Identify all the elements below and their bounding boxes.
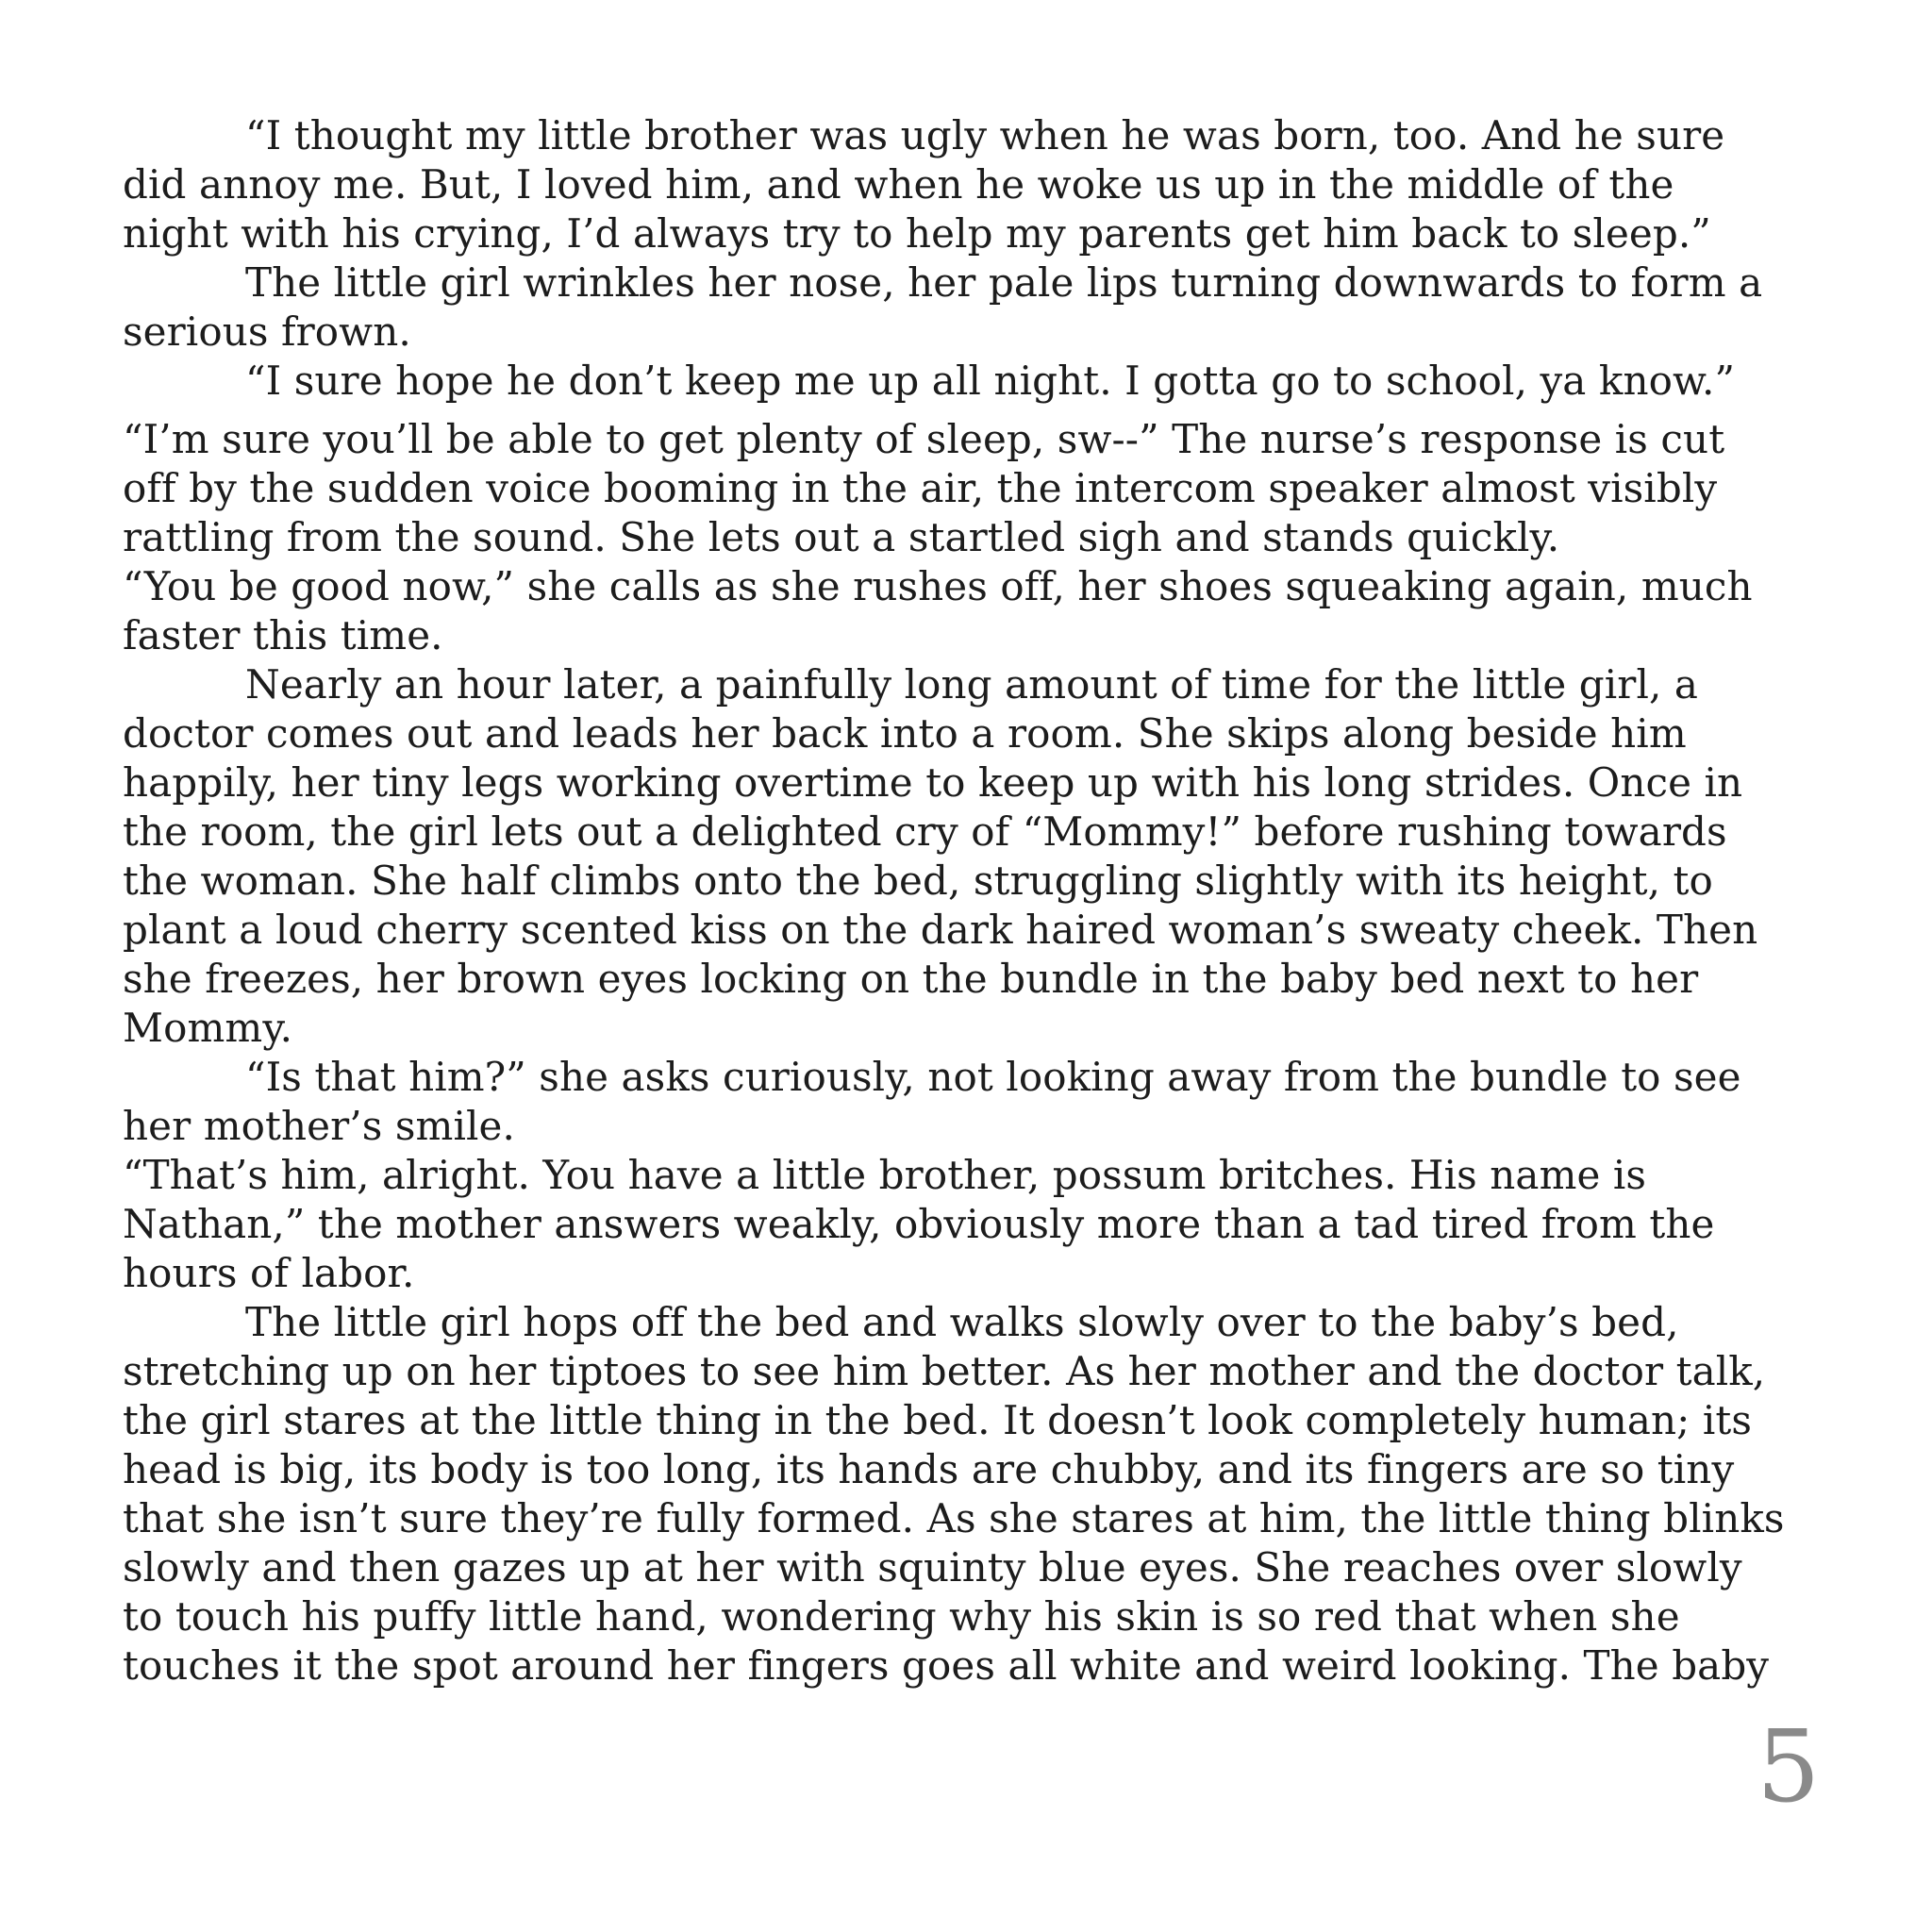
text-line: did annoy me. But, I loved him, and when he woke us up in the middle of the: [123, 161, 1674, 208]
text-line: The little girl hops off the bed and walks slowly over to the baby’s bed,: [245, 1299, 1679, 1345]
text-line: “You be good now,” she calls as she rushes off, her shoes squeaking again, much: [123, 563, 1753, 609]
text-line: Mommy.: [123, 1005, 293, 1051]
text-line: off by the sudden voice booming in the air, the intercom speaker almost visibly: [123, 465, 1718, 511]
text-line: head is big, its body is too long, its hands are chubby, and its fingers are so tiny: [123, 1446, 1735, 1492]
text-line: the woman. She half climbs onto the bed, struggling slightly with its height, to: [123, 858, 1713, 904]
text-line: to touch his puffy little hand, wondering why his skin is so red that when she: [123, 1593, 1680, 1640]
text-line: “I sure hope he don’t keep me up all night. I gotta go to school, ya know.”: [245, 358, 1736, 404]
text-line: plant a loud cherry scented kiss on the dark haired woman’s sweaty cheek. Then: [123, 907, 1758, 953]
text-line: the girl stares at the little thing in the bed. It doesn’t look completely human; its: [123, 1397, 1752, 1443]
text-line: “I’m sure you’ll be able to get plenty of sleep, sw--” The nurse’s response is cut: [123, 416, 1725, 462]
body-text: [123, 111, 1849, 1690]
text-line: “I thought my little brother was ugly when he was born, too. And he sure: [245, 112, 1725, 158]
text-line: “That’s him, alright. You have a little brother, possum britches. His name is: [123, 1152, 1647, 1198]
text-line: serious frown.: [123, 308, 411, 355]
text-line: night with his crying, I’d always try to help my parents get him back to sleep.”: [123, 210, 1711, 257]
text-line: Nathan,” the mother answers weakly, obviously more than a tad tired from the: [123, 1201, 1715, 1247]
text-line: she freezes, her brown eyes locking on the bundle in the baby bed next to her: [123, 956, 1699, 1002]
text-line: the room, the girl lets out a delighted cry of “Mommy!” before rushing towards: [123, 808, 1727, 855]
text-line: The little girl wrinkles her nose, her pale lips turning downwards to form a: [245, 259, 1763, 306]
text-line: Nearly an hour later, a painfully long amount of time for the little girl, a: [245, 661, 1699, 708]
text-line: her mother’s smile.: [123, 1103, 515, 1149]
text-line: faster this time.: [123, 612, 443, 658]
text-line: hours of labor.: [123, 1250, 415, 1296]
text-line: stretching up on her tiptoes to see him better. As her mother and the doctor talk,: [123, 1348, 1766, 1394]
text-line: doctor comes out and leads her back into a room. She skips along beside him: [123, 710, 1687, 757]
text-line: touches it the spot around her fingers goes all white and weird looking. The baby: [123, 1642, 1770, 1689]
page-number: 5: [1757, 1708, 1821, 1824]
text-line: that she isn’t sure they’re fully formed. As she stares at him, the little thing blinks: [123, 1495, 1785, 1541]
text-line: rattling from the sound. She lets out a startled sigh and stands quickly.: [123, 514, 1560, 560]
text-line: “Is that him?” she asks curiously, not looking away from the bundle to see: [245, 1054, 1741, 1100]
text-line: slowly and then gazes up at her with squinty blue eyes. She reaches over slowly: [123, 1544, 1742, 1591]
text-line: happily, her tiny legs working overtime to keep up with his long strides. Once in: [123, 759, 1743, 806]
